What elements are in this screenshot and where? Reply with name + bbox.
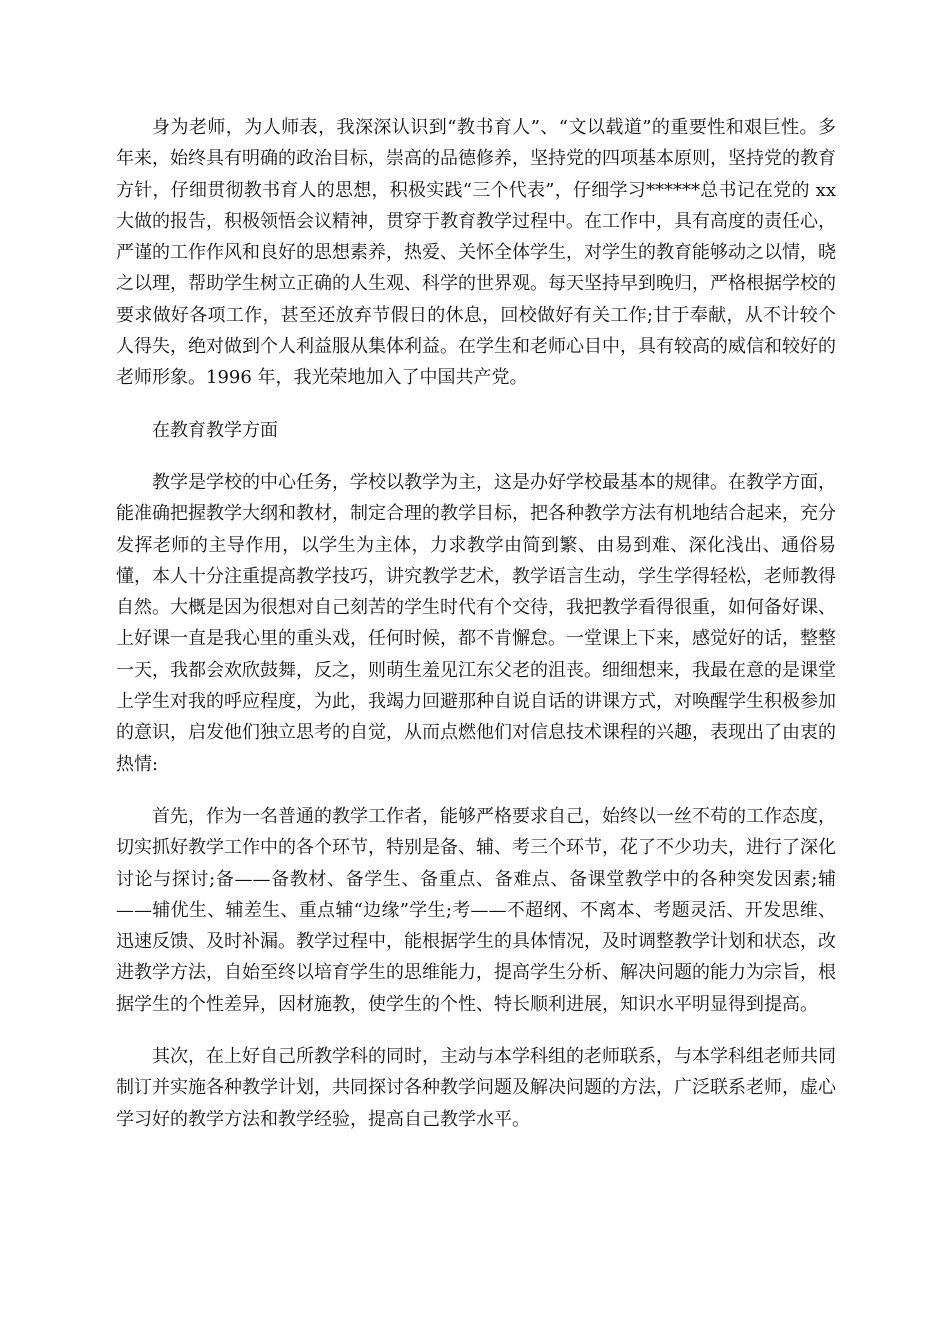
document-page [116,112,836,1135]
section-heading-teaching: 在教育教学方面 [152,419,278,441]
paragraph-gap [116,1020,836,1041]
paragraph-first-point: 首先，作为一名普通的教学工作者，能够严格要求自己，始终以一丝不苟的工作态度，切实抓好教学工作中的各个环节，特别是备、辅、考三个环节，花了不少功夫，进行了深化讨论与探讨;备——备教材、备学生、备重点、备难点、备课堂教学中的各种突发因素;辅——辅优生、辅差生、重点辅“边缘”学生;考——不超纲、不离本、考题灵活、开发思维、迅速反馈、及时补漏。教学过程中，能根据学生的具体情况，及时调整教学计划和状态，改进教学方法，自始至终以培育学生的思维能力，提高学生分析、解决问题的能力为宗旨，根据学生的个性差异，因材施教，使学生的个性、特长顺利进展，知识水平明显得到提高。 [116,805,837,1015]
paragraph-second-point: 其次，在上好自己所教学科的同时，主动与本学科组的老师联系，与本学科组老师共同制订并实施各种教学计划，共同探讨各种教学问题及解决问题的方法，广泛联系老师，虚心学习好的教学方法和教学经验，提高自己教学水平。 [116,1046,836,1130]
paragraph-gap [116,394,836,415]
paragraph-gap [116,446,836,467]
paragraph-gap [116,780,836,801]
paragraph-teacher-ethics: 身为老师，为人师表，我深深认识到“教书育人”、“文以载道”的重要性和艰巨性。多年来，始终具有明确的政治目标，崇高的品德修养，坚持党的四项基本原则，坚持党的教育方针，仔细贯彻教书育人的思想，积极实践“三个代表”，仔细学习******总书记在党的 xx 大做的报告，积极领悟会议精神，贯穿于教育教学过程中。在工作中，具有高度的责任心，严谨的工作作风和良好的思想素养，热爱、关怀全体学生，对学生的教育能够动之以情，晓之以理，帮助学生树立正确的人生观、科学的世界观。每天坚持早到晚归，严格根据学校的要求做好各项工作，甚至还放弃节假日的休息，回校做好有关工作;甘于奉献，从不计较个人得失，绝对做到个人利益服从集体利益。在学生和老师心目中，具有较高的威信和较好的老师形象。1996 年，我光荣地加入了中国共产党。 [116,117,836,389]
paragraph-teaching-work: 教学是学校的中心任务，学校以教学为主，这是办好学校最基本的规律。在教学方面，能准确把握教学大纲和教材，制定合理的教学目标，把各种教学方法有机地结合起来，充分发挥老师的主导作用，以学生为主体，力求教学由简到繁、由易到难、深化浅出、通俗易懂，本人十分注重提高教学技巧，讲究教学艺术，教学语言生动，学生学得轻松，老师教得自然。大概是因为很想对自己刻苦的学生时代有个交待，我把教学看得很重，如何备好课、上好课一直是我心里的重头戏，任何时候，都不肯懈怠。一堂课上下来，感觉好的话，整整一天，我都会欢欣鼓舞，反之，则萌生羞见江东父老的沮丧。细细想来，我最在意的是课堂上学生对我的呼应程度，为此，我竭力回避那种自说自话的讲课方式，对唤醒学生积极参加的意识，启发他们独立思考的自觉，从而点燃他们对信息技术课程的兴趣，表现出了由衷的热情: [116,471,836,775]
